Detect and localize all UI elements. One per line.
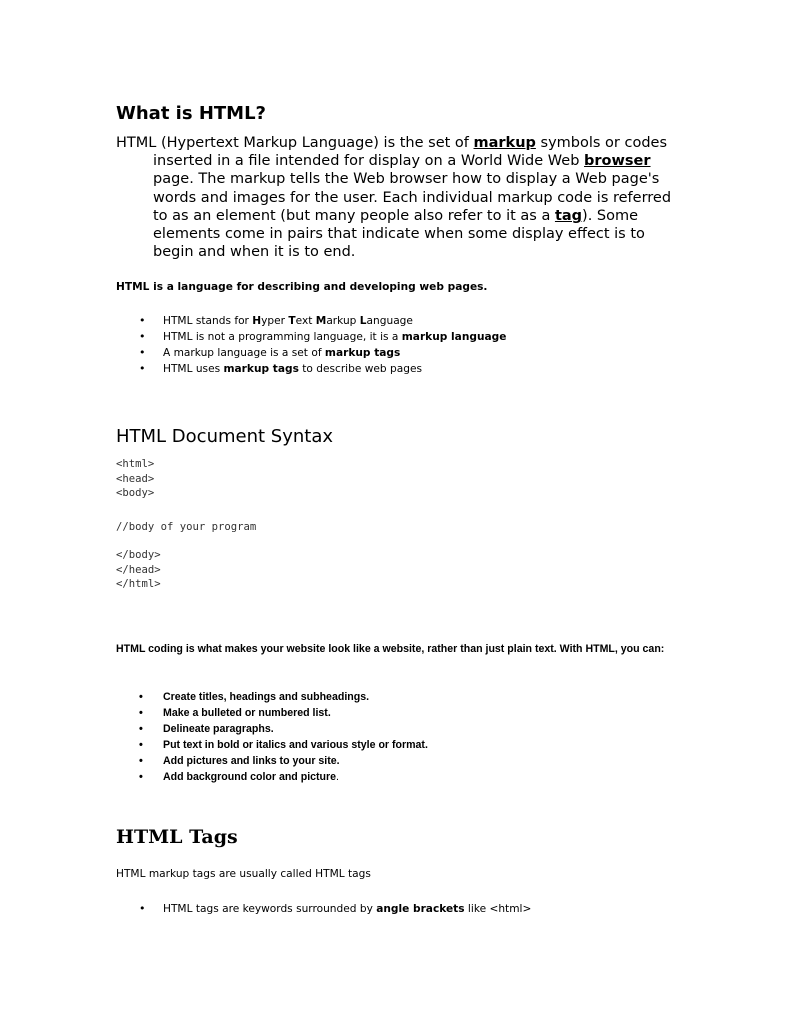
code-block-open bbox=[116, 457, 154, 501]
list-item bbox=[116, 737, 428, 753]
intro-text-4: ). Some elements come in pairs that indicate when some display effect is to begin and when it is to end. bbox=[153, 207, 645, 261]
list-item-text: A markup language is a set of bbox=[163, 347, 325, 359]
list-item-text: arkup bbox=[326, 315, 360, 327]
code-line: <html> bbox=[116, 458, 155, 470]
intro-text-1: HTML (Hypertext Markup Language) is the set of bbox=[116, 135, 474, 151]
list-item bbox=[116, 313, 506, 329]
list-item bbox=[116, 705, 428, 721]
list-item-text: like <html> bbox=[464, 903, 532, 915]
list-item-text: Add background color and picture bbox=[163, 771, 337, 783]
heading-document-syntax: HTML Document Syntax bbox=[116, 426, 334, 447]
html-tags-paragraph: HTML markup tags are usually called HTML tags bbox=[116, 868, 371, 880]
list-item bbox=[116, 901, 531, 917]
code-block-close bbox=[116, 548, 161, 592]
heading-what-is-html: What is HTML? bbox=[116, 103, 267, 124]
list-item-text: Add pictures and links to your site. bbox=[163, 755, 340, 767]
list-item-bold: markup language bbox=[401, 331, 507, 343]
code-line: </head> bbox=[116, 563, 161, 576]
list-item-bold: L bbox=[359, 315, 367, 327]
code-line: </body> bbox=[116, 549, 161, 561]
code-line: </html> bbox=[116, 578, 161, 591]
list-item-text: HTML tags are keywords surrounded by bbox=[163, 903, 377, 915]
list-item-text: Delineate paragraphs. bbox=[163, 723, 274, 735]
list-item-bold: M bbox=[315, 315, 327, 327]
list-item-bold: T bbox=[288, 315, 296, 327]
list-item-bold: angle brackets bbox=[376, 903, 465, 915]
list-item bbox=[116, 689, 428, 705]
html-language-lead: HTML is a language for describing and developing web pages. bbox=[116, 281, 488, 293]
bullet-icon: • bbox=[139, 755, 143, 767]
list-item bbox=[116, 361, 506, 377]
list-item bbox=[116, 753, 428, 769]
list-item-bold: H bbox=[252, 315, 262, 327]
list-item bbox=[116, 345, 506, 361]
html-capabilities-list bbox=[116, 689, 428, 785]
list-item-bold: markup tags bbox=[324, 347, 401, 359]
link-browser[interactable]: browser bbox=[584, 153, 651, 170]
bullet-icon: • bbox=[139, 723, 143, 735]
code-block-comment bbox=[116, 520, 256, 535]
list-item bbox=[116, 329, 506, 345]
bullet-icon: • bbox=[139, 362, 146, 375]
list-item bbox=[116, 721, 428, 737]
intro-paragraph bbox=[116, 134, 676, 261]
code-line: <body> bbox=[116, 487, 155, 500]
list-item-text: Create titles, headings and subheadings. bbox=[163, 691, 370, 703]
list-item-text: Put text in bold or italics and various style or format. bbox=[163, 739, 428, 751]
bullet-icon: • bbox=[139, 330, 146, 343]
code-line: //body of your program bbox=[116, 521, 257, 533]
intro-text-2: symbols or codes inserted in a file intended for display on a World Wide Web bbox=[153, 135, 668, 170]
list-item-text: ext bbox=[295, 315, 316, 327]
heading-html-tags: HTML Tags bbox=[116, 826, 238, 848]
html-tags-list bbox=[116, 901, 531, 917]
list-item bbox=[116, 769, 428, 785]
bullet-icon: • bbox=[139, 707, 143, 719]
code-line: <head> bbox=[116, 472, 155, 485]
list-item-text: HTML is not a programming language, it is a bbox=[163, 331, 402, 343]
html-coding-paragraph: HTML coding is what makes your website look like a website, rather than just plain text. With HTML, you can: bbox=[116, 643, 665, 655]
bullet-icon: • bbox=[139, 691, 143, 703]
list-item-text: anguage bbox=[366, 315, 413, 327]
list-item-text: yper bbox=[261, 315, 289, 327]
list-item-text: HTML uses bbox=[163, 363, 224, 375]
list-item-text: . bbox=[336, 771, 339, 783]
list-item-text: HTML stands for bbox=[163, 315, 253, 327]
html-facts-list bbox=[116, 313, 506, 377]
list-item-bold: markup tags bbox=[223, 363, 299, 375]
link-tag[interactable]: tag bbox=[554, 207, 583, 224]
list-item-text: to describe web pages bbox=[298, 363, 422, 375]
bullet-icon: • bbox=[139, 902, 146, 915]
bullet-icon: • bbox=[139, 314, 146, 327]
bullet-icon: • bbox=[139, 739, 143, 751]
list-item-text: Make a bulleted or numbered list. bbox=[163, 707, 331, 719]
bullet-icon: • bbox=[139, 771, 143, 783]
link-markup[interactable]: markup bbox=[473, 135, 536, 151]
bullet-icon: • bbox=[139, 346, 146, 359]
intro-text-3: page. The markup tells the Web browser how to display a Web page's words and images for the user. Each individual markup code is referred to as an element (but many people also refer to it as a bbox=[153, 171, 672, 224]
